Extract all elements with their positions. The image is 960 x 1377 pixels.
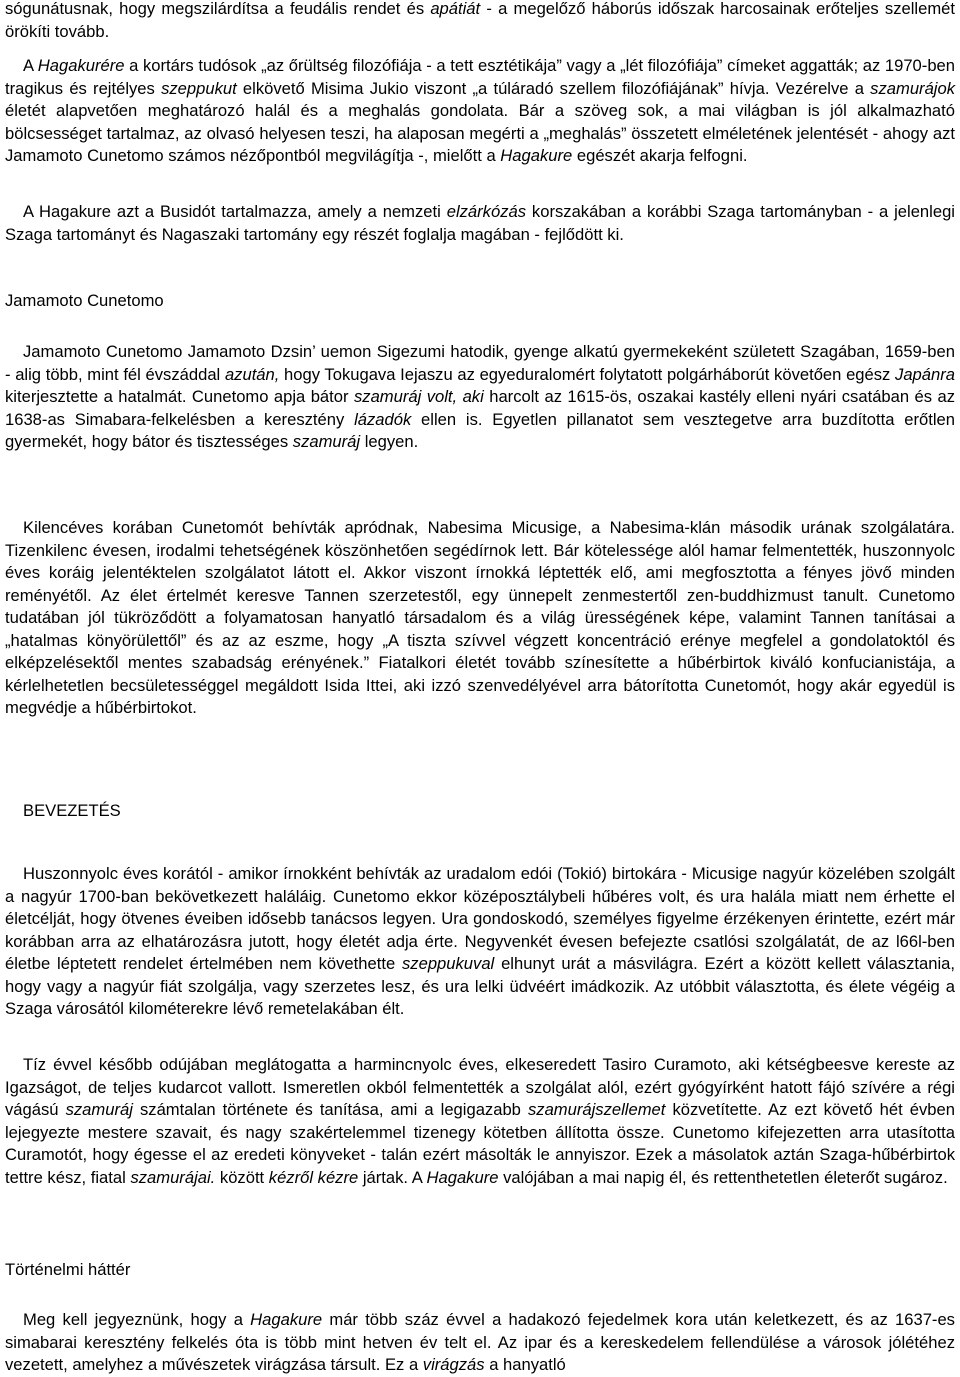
paragraph-cunetomo-service: Kilencéves korában Cunetomót behívták apródnak, Nabesima Micusige, a Nabesima-klán második urának szolgálatára. Tizenkilenc évesen, irodalmi tehetségének köszönhetően segédírnok lett. Bár kötelessége alól hamar felmentették, huszonnyolc éves koráig jelentéktelen szolgálatot látott el. Akkor viszont írnokká léptették elő, ami megfosztotta a fényes jövő minden reményétől. Az élet értelmét keresve Tannen szerzetestől, egy ünnepelt zenmestertől zen-buddhizmust tanult. Cunetomo tudatában jól tükröződött a folyamatosan hanyatló társadalom és a világ ürességének képe, valamint Tannen tanításai a „hatalmas könyörülettől” és az az eszme, hogy „A tiszta szívvel végzett koncentráció erénye megfelel a gondolatoktól és elképzelésektől mentes szabadság erényének.” Fiatalkori életét tovább színesítette a hűbérbirtok kiváló konfucianistája, a kérlelhetetlen becsületességgel megáldott Isida Ittei, aki izzó szenvedélyével arra bátorította Cunetomót, hogy akár egyedül is megvédje a hűbérbirtokot. [5, 518, 955, 717]
section-heading-jamamoto-cunetomo: Jamamoto Cunetomo [5, 291, 164, 310]
section-heading-historical-background: Történelmi háttér [5, 1260, 131, 1279]
section-heading-bevezetes: BEVEZETÉS [23, 801, 121, 820]
paragraph-historical-background: Meg kell jegyeznünk, hogy a Hagakure már több száz évvel a hadakozó fejedelmek kora után keletkezett, és az 1637-es simabarai keresztény felkelés óta is több mint hetven év telt el. Az ipar és a kereskedelem fellendülése a városok jólétéhez vezetett, amelyhez a művészetek virágzása társult. Ez a virágzás a hanyatló [5, 1310, 955, 1374]
paragraph-curamoto: Tíz évvel később odújában meglátogatta a harmincnyolc éves, elkeseredett Tasiro Curamoto, aki kétségbeesve kereste az Igazságot, de teljes kudarcot vallott. Ismeretlen okból felmentették a szolgálat alól, ezért gyógyírként hatott fájó szívére a régi vágású szamuráj számtalan története és tanítása, ami a legigazabb szamurájszellemet közvetítette. Az ezt követő hét évben lejegyezte mestere szavait, és nagy szakértelemmel tizenegy kötetben állította össze. Cunetomo kifejezetten arra utasította Curamotót, hogy égesse el az eredeti könyveket - talán ezért másolták le annyiszor. Ezek a másolatok aztán Szaga-hűbérbirtok tettre kész, fiatal szamurájai. között kézről kézre jártak. A Hagakure valójában a mai napig él, és rettenthetetlen életerőt sugároz. [5, 1055, 955, 1187]
paragraph-hagakure-philosophy: A Hagakurére a kortárs tudósok „az őrültség filozófiája - a tett esztétikája” vagy a „lét filozófiája” címeket aggatták; az 1970-ben tragikus és rejtélyes szeppukut elkövető Misima Jukio viszont „a túláradó szellem filozófiájának” hívja. Vezérelve a szamurájok életét alapvetően meghatározó halál és a meghalás gondolata. Bár a szöveg sok, a mai világban is jól alkalmazható bölcsességet tartalmaz, az olvasó helyesen teszi, ha alaposan megérti a „meghalás” összetett elméletének jelentését - ahogy azt Jamamoto Cunetomo számos nézőpontból megvilágítja -, mielőtt a Hagakure egészét akarja felfogni. [5, 56, 956, 165]
paragraph-introduction: Huszonnyolc éves korától - amikor írnokként behívták az uradalom edói (Tokió) birtokára - Micusige nagyúr közelében szolgált a nagyúr 1700-ban bekövetkezett haláláig. Cunetomo ekkor középosztálybeli hűbéres volt, és ura halála miatt nem érhette el életcélját, hogy ötvenes éveiben idősebb tanácsos legyen. Ura gondoskodó, személyes figyelme érzékenyen érintette, ezért már korábban arra az elhatározásra jutott, hogy életét adja érte. Negyvenkét évesen befejezte csatlósi szolgálatát, de az l66l-ben életbe léptetett rendelet értelmében nem követhette szeppukuval elhunyt urát a másvilágra. Ezért a között kellett választania, hogy vagy a nagyúr fiát szolgálja, vagy szerzetes lesz, és ura lelki üdvéért imádkozik. Az utóbbit választotta, és élete végéig a Szaga városától kilométerekre lévő remetelakában élt. [5, 864, 955, 1018]
paragraph-cunetomo-birth: Jamamoto Cunetomo Jamamoto Dzsin’ uemon Sigezumi hatodik, gyenge alkatú gyermekeként született Szagában, 1659-ben - alig több, mint fél évszáddal azután, hogy Tokugava Iejaszu az egyeduralomért folytatott polgárháborút követően egész Japánra kiterjesztette a hatalmát. Cunetomo apja bátor szamuráj volt, aki harcolt az 1615-ös, oszakai kastély elleni nyári csatában és az 1638-as Simabara-felkelésben a keresztény lázadók ellen is. Egyetlen pillanatot sem vesztegetve arra buzdította erőtlen gyermekét, hogy bátor és tisztességes szamuráj legyen. [5, 342, 956, 451]
paragraph-busido: A Hagakure azt a Busidót tartalmazza, amely a nemzeti elzárkózás korszakában a korábbi Szaga tartományban - a jelenlegi Szaga tartományt és Nagaszaki tartomány egy részét foglalja magában - fejlődött ki. [5, 202, 955, 244]
paragraph-feudal-order: sógunátusnak, hogy megszilárdítsa a feudális rendet és apátiát - a megelőző háborús időszak harcosainak erőteljes szellemét örökíti tovább. [5, 0, 955, 41]
